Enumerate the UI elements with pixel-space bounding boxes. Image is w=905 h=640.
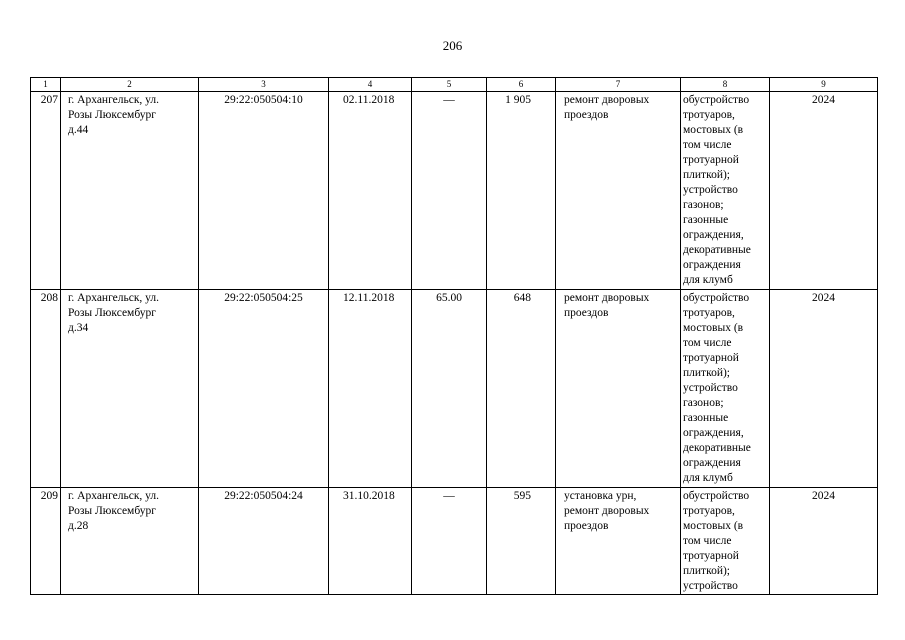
works-line: устройство — [683, 580, 738, 592]
address-line: д.28 — [68, 520, 89, 532]
address-line: д.34 — [68, 322, 89, 334]
address-cell — [61, 92, 199, 290]
column-number-row — [31, 78, 878, 92]
row-number: 207 — [31, 92, 61, 290]
area-cell: 65.00 — [412, 290, 487, 488]
works-line: ограждения — [683, 457, 741, 469]
table-row — [31, 92, 878, 290]
year-cell: 2024 — [770, 290, 878, 488]
work-type-cell — [556, 92, 681, 290]
works-line: плиткой); — [683, 367, 731, 379]
address-line: г. Архангельск, ул. — [68, 490, 160, 502]
column-header: 7 — [556, 78, 681, 92]
page-number: 206 — [442, 38, 463, 53]
works-line: обустройство — [683, 292, 750, 304]
cadastral-number: 29:22:050504:25 — [199, 290, 329, 488]
cadastral-number: 29:22:050504:24 — [199, 488, 329, 595]
area-cell: — — [412, 488, 487, 595]
table-row — [31, 488, 878, 595]
column-header: 9 — [770, 78, 878, 92]
works-line: тротуаров, — [683, 307, 735, 319]
works-line: декоративные — [683, 244, 751, 256]
work-type-cell — [556, 488, 681, 595]
works-line: тротуарной — [683, 352, 739, 364]
works-line: газонные — [683, 412, 729, 424]
works-line: обустройство — [683, 490, 750, 502]
address-line: г. Архангельск, ул. — [68, 292, 160, 304]
column-header: 4 — [329, 78, 412, 92]
works-cell — [681, 92, 770, 290]
works-cell — [681, 488, 770, 595]
works-line: газонов; — [683, 199, 724, 211]
column-header: 6 — [487, 78, 556, 92]
works-line: декоративные — [683, 442, 751, 454]
work-type-line: ремонт дворовых — [564, 94, 650, 106]
works-line: том числе — [683, 337, 732, 349]
date-cell: 31.10.2018 — [329, 488, 412, 595]
register-table — [30, 77, 878, 595]
work-type-line: ремонт дворовых — [564, 292, 650, 304]
address-cell — [61, 488, 199, 595]
works-line: газонные — [683, 214, 729, 226]
work-type-line: проездов — [564, 520, 609, 532]
area-cell: — — [412, 92, 487, 290]
works-line: для клумб — [683, 274, 733, 286]
table-row — [31, 290, 878, 488]
work-type-line: проездов — [564, 307, 609, 319]
column-header: 8 — [681, 78, 770, 92]
work-type-cell — [556, 290, 681, 488]
works-line: плиткой); — [683, 169, 731, 181]
works-line: мостовых (в — [683, 520, 744, 532]
works-line: ограждения, — [683, 427, 744, 439]
year-cell: 2024 — [770, 92, 878, 290]
works-line: том числе — [683, 139, 732, 151]
works-cell — [681, 290, 770, 488]
works-line: ограждения, — [683, 229, 744, 241]
column-header: 1 — [31, 78, 61, 92]
works-line: ограждения — [683, 259, 741, 271]
work-type-line: ремонт дворовых — [564, 505, 650, 517]
column-header: 2 — [61, 78, 199, 92]
date-cell: 02.11.2018 — [329, 92, 412, 290]
square-cell: 1 905 — [487, 92, 556, 290]
year-cell: 2024 — [770, 488, 878, 595]
address-line: д.44 — [68, 124, 89, 136]
works-line: для клумб — [683, 472, 733, 484]
works-line: том числе — [683, 535, 732, 547]
column-header: 5 — [412, 78, 487, 92]
works-line: тротуарной — [683, 154, 739, 166]
square-cell: 595 — [487, 488, 556, 595]
works-line: мостовых (в — [683, 124, 744, 136]
square-cell: 648 — [487, 290, 556, 488]
works-line: плиткой); — [683, 565, 731, 577]
address-line: Розы Люксембург — [68, 307, 156, 319]
works-line: тротуарной — [683, 550, 739, 562]
row-number: 208 — [31, 290, 61, 488]
address-line: г. Архангельск, ул. — [68, 94, 160, 106]
address-line: Розы Люксембург — [68, 109, 156, 121]
work-type-line: проездов — [564, 109, 609, 121]
cadastral-number: 29:22:050504:10 — [199, 92, 329, 290]
column-header: 3 — [199, 78, 329, 92]
date-cell: 12.11.2018 — [329, 290, 412, 488]
works-line: устройство — [683, 184, 738, 196]
works-line: тротуаров, — [683, 109, 735, 121]
works-line: газонов; — [683, 397, 724, 409]
address-line: Розы Люксембург — [68, 505, 156, 517]
works-line: устройство — [683, 382, 738, 394]
row-number: 209 — [31, 488, 61, 595]
works-line: обустройство — [683, 94, 750, 106]
address-cell — [61, 290, 199, 488]
work-type-line: установка урн, — [564, 490, 637, 502]
works-line: мостовых (в — [683, 322, 744, 334]
works-line: тротуаров, — [683, 505, 735, 517]
